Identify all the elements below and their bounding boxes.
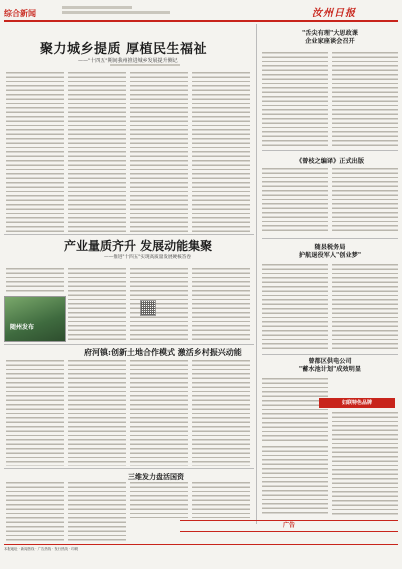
footer-rule bbox=[4, 544, 398, 545]
right-story1-title: "舌尖有理"大思政课 企业家座谈会召开 bbox=[302, 30, 358, 45]
second-column-3 bbox=[130, 268, 188, 342]
right-story3-body-b bbox=[332, 264, 398, 350]
feature-photo bbox=[4, 296, 66, 342]
second-column-4 bbox=[192, 268, 250, 342]
right-story2-title: 《曾枝之编译》正式出版 bbox=[295, 158, 365, 165]
section-tag: 综合新闻 bbox=[4, 9, 36, 18]
third-column-4 bbox=[192, 360, 250, 466]
right-story3-body-a bbox=[262, 264, 328, 350]
right-story1-body-a bbox=[262, 52, 328, 146]
feature-box-tag: 妇联特色品牌 bbox=[319, 398, 395, 408]
ad-band: 广告 bbox=[180, 520, 398, 532]
third-column-3 bbox=[130, 360, 188, 466]
bottom-column-1 bbox=[6, 482, 64, 542]
right-story1-body-b bbox=[332, 52, 398, 146]
third-column-1 bbox=[6, 360, 64, 466]
right-story2-body-b bbox=[332, 168, 398, 234]
divider-bottom bbox=[4, 468, 254, 469]
right-story2-body-a bbox=[262, 168, 328, 234]
second-column-2 bbox=[68, 268, 126, 342]
right-divider-3 bbox=[262, 354, 398, 355]
right-divider-2 bbox=[262, 238, 398, 239]
third-column-2 bbox=[68, 360, 126, 466]
right-story4-title: 曾都区供电公司 "蓄水池计划"成效明显 bbox=[298, 358, 362, 373]
third-headline: 府河镇:创新土地合作模式 激活乡村振兴动能 bbox=[84, 347, 242, 357]
divider-second bbox=[4, 234, 254, 235]
newspaper-logo: 汝州日报 bbox=[312, 8, 356, 19]
lead-column-3 bbox=[130, 72, 188, 232]
bottom-column-2 bbox=[68, 482, 126, 542]
bottom-column-3 bbox=[130, 482, 188, 518]
right-story4-body-a bbox=[262, 378, 328, 442]
feature-photo-caption: 随州发布 bbox=[10, 324, 35, 331]
lead-column-1 bbox=[6, 72, 64, 232]
right-feature-body-a bbox=[262, 446, 328, 516]
right-feature-body-b bbox=[332, 412, 398, 516]
divider-third bbox=[4, 344, 254, 345]
footer-text: 本报地址 · 新闻热线 · 广告热线 · 发行热线 · 印刷 bbox=[4, 547, 78, 551]
lead-column-4 bbox=[192, 72, 250, 232]
lead-subheadline: ——"十四五"期间我州推进城乡发展提升侧记 bbox=[78, 58, 178, 64]
issue-meta bbox=[62, 6, 170, 14]
bottom-column-4 bbox=[192, 482, 250, 518]
lead-headline: 聚力城乡提质 厚植民生福祉 bbox=[40, 42, 208, 57]
lead-byline bbox=[110, 64, 180, 66]
bottom-headline: 三维发力盘活国资 bbox=[128, 472, 184, 481]
second-subheadline: ——推进"十四五"实现高质量发展硬核答卷 bbox=[104, 255, 191, 260]
second-column-1 bbox=[6, 268, 64, 294]
qr-code-icon bbox=[140, 300, 156, 316]
second-headline: 产业量质齐升 发展动能集聚 bbox=[64, 239, 213, 253]
masthead-rule bbox=[4, 20, 398, 22]
lead-column-2 bbox=[68, 72, 126, 232]
right-divider-1 bbox=[262, 150, 398, 151]
divider-right bbox=[256, 24, 257, 524]
right-story3-title: 随县税务局 护航退役军人"创业梦" bbox=[298, 244, 362, 259]
